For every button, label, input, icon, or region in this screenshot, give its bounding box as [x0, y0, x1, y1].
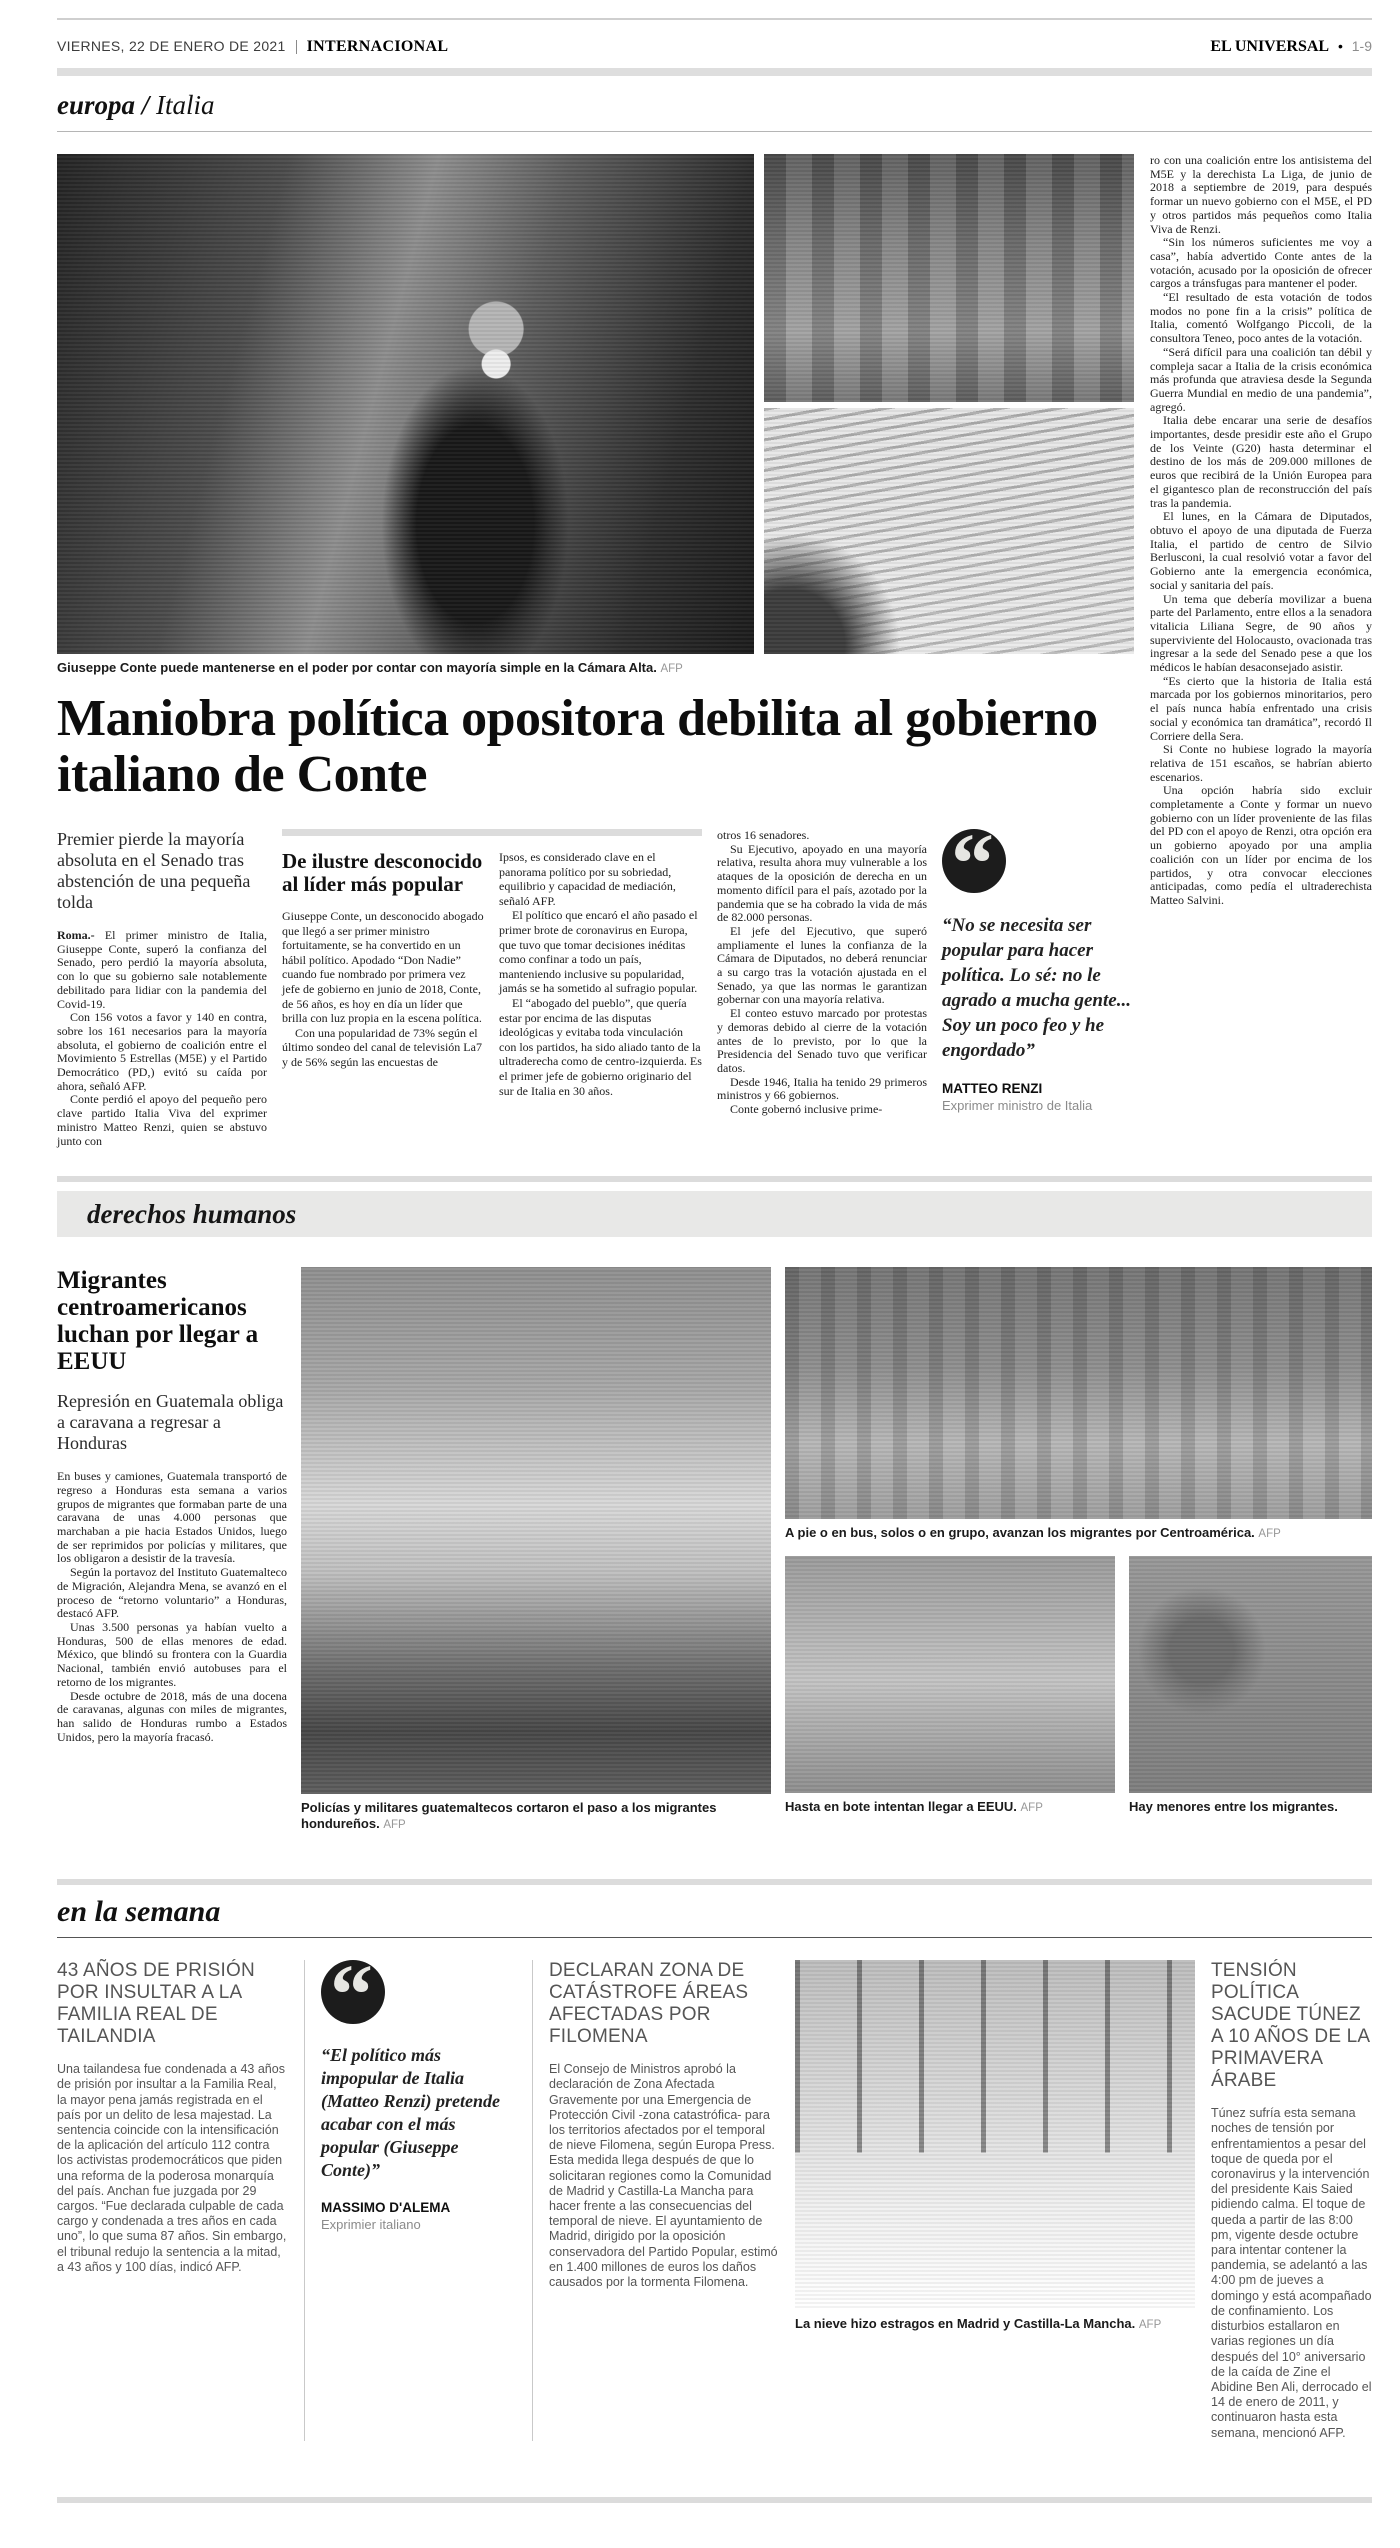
paragraph: Giuseppe Conte, un desconocido abogado que llegó a ser primer ministro fortuitamente, se ha convertido en un hábil político. Apodado “Don Nadie” cuando fue nombrado por primera vez jefe de gobierno en junio de 2018, Conte, de 56 años, es hoy en día un líder que brilla con luz propia en la escena política.	[282, 909, 484, 1026]
dateline: Roma.-	[57, 928, 95, 942]
snow-photo	[795, 1960, 1195, 2310]
section-kicker	[57, 90, 1372, 121]
pull-quote-author: MATTEO RENZI	[942, 1081, 1043, 1096]
profile-box-column-1	[282, 850, 485, 1098]
filomena-body: El Consejo de Ministros aprobó la declaración de Zona Afectada Gravemente por una Emergencia de Protección Civil -zona catastrófica- para los territorios afectados por el temporal de nieve Filomena, según Europa Press. Esta medida llega después de que lo solicitaran regiones como la Comunidad de Madrid y Castilla-La Mancha para hacer frente a las consecuencias del temporal de nieve. El ayuntamiento de Madrid, dirigido por la oposición conservadora del Partido Popular, estimó en 1.400 millones de euros los daños causados por la tormenta Filomena.	[549, 2062, 778, 2290]
photo-credit: AFP	[1020, 1802, 1043, 1815]
paragraph: “Es cierto que la historia de Italia está marcada por los gobiernos minoritarios, pero el país nunca había enfrentado una crisis social y económica tan dramática”, recordó Il Corriere della Sera.	[1150, 673, 1372, 743]
police-photo-block	[301, 1267, 771, 1833]
paragraph: Unas 3.500 personas ya habían vuelto a Honduras, 500 de ellas menores de edad. México, que blindó su frontera con la Guardia Nacional, también envió autobuses para el retorno de los migrantes.	[57, 1619, 287, 1689]
migrants-section	[57, 1267, 1372, 1833]
thailand-body: Una tailandesa fue condenada a 43 años de prisión por insultar a la Familia Real, la mayor pena jamás registrada en el país por un delito de lesa majestad. La sentencia coincide con la intensificación de la aplicación del artículo 112 contra los activistas prodemocráticos que piden una reforma de la poderosa monarquía del país. Anchan fue juzgada por 29 cargos. “Fue declarada culpable de cada cargo y condenada a tres años en cada uno”, lo que suma 87 años. Sin embargo, el tribunal redujo la sentencia a la mitad, a 43 años y 100 días, indicó AFP.	[57, 2062, 287, 2274]
masthead-separator: •	[1337, 38, 1343, 54]
filomena-column	[533, 1960, 779, 2440]
kicker-rule	[57, 131, 1372, 132]
lead-story-main	[57, 154, 1134, 1148]
profile-box-band	[282, 829, 702, 836]
masthead-divider	[296, 40, 297, 54]
pull-quote-role: Exprimer ministro de Italia	[942, 1098, 1093, 1113]
caption-text: Giuseppe Conte puede mantenerse en el poder por contar con mayoría simple en la Cámara Alta.	[57, 660, 657, 675]
paragraph: Con una popularidad de 73% según el último sondeo del canal de televisión La7 y de 56% según las encuestas de	[282, 1025, 482, 1069]
week-quote-column	[305, 1960, 533, 2440]
headline: Maniobra política opositora debilita al gobierno italiano de Conte	[57, 690, 1098, 803]
caption-text: La nieve hizo estragos en Madrid y Castilla-La Mancha.	[795, 2316, 1136, 2332]
pull-quote-text: “No se necesita ser popular para hacer política. Lo sé: no le agrado a mucha gente... Soy un poco feo y he engordado”	[942, 915, 1131, 1061]
profile-box-title: De ilustre desconocido al líder más popular	[282, 849, 483, 896]
paragraph: El lunes, en la Cámara de Diputados, obtuvo el apoyo de una diputada de Fuerza Italia, el partido de centro de Silvio Berlusconi, la cual resolvió votar a favor del Gobierno ante la emergencia económica, social y sanitaria del país.	[1150, 509, 1372, 592]
lead-story	[57, 154, 1372, 1148]
quote-mark: “	[330, 1960, 373, 2025]
profile-box-text-1	[282, 909, 485, 1070]
lead-paragraph	[57, 929, 267, 1011]
paragraph: “Sin los números suficientes me voy a casa”, había advertido Conte antes de la votación, acusado por la oposición de ofrecer cargos a tránsfugas para mantener el poder.	[1150, 235, 1372, 291]
snow-photo-block	[795, 1960, 1195, 2440]
top-rule	[57, 18, 1372, 20]
police-caption	[301, 1800, 771, 1833]
paragraph: El conteo estuvo marcado por protestas y demoras debido al cierre de la votación antes de lo previsto, por lo que la Presidencia del Senado tuvo que verificar datos.	[717, 1006, 927, 1075]
paragraph: “Será difícil para una coalición tan débil y compleja sacar a Italia de la crisis económica más profunda que atraviesa desde la Segunda Guerra Mundial en medio de una pandemia”, agregó.	[1150, 344, 1372, 414]
paragraph: Desde 1946, Italia ha tenido 29 primeros ministros y 66 gobiernos.	[717, 1074, 927, 1103]
article-columns	[57, 829, 1134, 1148]
week-banner-rule	[57, 1937, 1372, 1938]
photo-credit: AFP	[1138, 2319, 1162, 2332]
caption-text: Hasta en bote intentan llegar a EEUU.	[785, 1799, 1017, 1815]
right-column	[1150, 154, 1372, 1148]
migrants-body	[57, 1470, 287, 1744]
paragraph: El “abogado del pueblo”, que quería estar por encima de las disputas ideológicas y evitaba toda vinculación con los partidos, ha sido aliado tanto de la ultraderecha como de centro-izquierda. Es el primer jefe de gobierno originario del sur de Italia en 30 años.	[499, 995, 702, 1098]
masthead-brand: EL UNIVERSAL	[1210, 38, 1330, 55]
week-top-rule	[57, 1879, 1372, 1885]
paragraph: Conte gobernó inclusive prime-	[730, 1102, 883, 1117]
boat-photo	[785, 1556, 1115, 1793]
migrants-subhead: Represión en Guatemala obliga a caravana a regresar a Honduras	[57, 1391, 284, 1454]
column-1-text	[57, 929, 267, 1148]
paragraph: Desde octubre de 2018, más de una docena de caravanas, algunas con miles de migrantes, han salido de Honduras rumbo a Estados Unidos, pero la mayoría fracasó.	[57, 1688, 287, 1744]
paragraph: otros 16 senadores.	[717, 828, 810, 842]
paragraph: Con 156 votos a favor y 140 en contra, sobre los 161 necesarios para la mayoría absoluta, el gobierno de coalición entre el Movimiento 5 Estrellas (M5E) y el Partido Democrático (PD,) evitó su caída por ahora, señaló AFP.	[57, 1010, 267, 1093]
children-photo-block	[1129, 1556, 1372, 1816]
week-section	[57, 1960, 1372, 2440]
tunisia-title: TENSIÓN POLÍTICA SACUDE TÚNEZ A 10 AÑOS DE LA PRIMAVERA ÁRABE	[1211, 1960, 1370, 2092]
subhead: Premier pierde la mayoría absoluta en el Senado tras abstención de una pequeña tolda	[57, 829, 251, 912]
paragraph: En buses y camiones, Guatemala transportó de regreso a Honduras esta semana a varios grupos de migrantes que formaban parte de una caravana de unas 4.000 personas que marchaban a pie hacia Estados Unidos, luego de ser reprimidos por policías y militares, que los obligaron a desistir de la travesía.	[57, 1469, 287, 1566]
week-quote-author: MASSIMO D'ALEMA	[321, 2200, 451, 2216]
bottom-rule	[57, 2497, 1372, 2503]
article-column-4	[717, 829, 927, 1148]
pull-quote	[942, 829, 1134, 1148]
masthead-section: INTERNACIONAL	[306, 38, 449, 55]
kicker-section: europa /	[57, 90, 150, 120]
masthead-left	[57, 38, 448, 56]
boat-photo-block	[785, 1556, 1115, 1816]
boat-caption	[785, 1799, 1115, 1816]
paragraph: Ipsos, es considerado clave en el panorama político por su sobriedad, equilibrio y capacidad de mediación, señaló AFP.	[499, 850, 676, 908]
conte-photo	[57, 154, 754, 654]
masthead	[57, 38, 1372, 56]
paragraph: Italia debe encarar una serie de desafíos importantes, desde presidir este año el Grupo de los Veinte (G20) hasta determinar el destino de los más de 209.000 millones de euros que recibirá de la Unión Europea para el gigantesco plan de reconstrucción del país tras la pandemia.	[1150, 413, 1372, 510]
police-photo	[301, 1267, 771, 1794]
photo-credit: AFP	[660, 663, 683, 675]
paragraph: Una opción habría sido excluir completamente a Conte y formar un nuevo gobierno con un líder proveniente de las filas del PD con el apoyo de Renzi, otra opción era un gobierno apoyado por una amplia coalición con un líder por encima de los partidos, y otra convocar elecciones anticipadas, como pedía el ultraderechista Matteo Salvini.	[1150, 783, 1372, 907]
rights-banner-title: derechos humanos	[87, 1198, 297, 1229]
profile-box-column-2	[499, 850, 702, 1098]
photo-credit: AFP	[1258, 1528, 1281, 1541]
walk-caption	[785, 1525, 1372, 1542]
week-quote-text: “El político más impopular de Italia (Matteo Renzi) pretende acabar con el más popular (Giuseppe Conte)”	[321, 2045, 500, 2181]
migrants-right-photos	[785, 1267, 1372, 1833]
quote-icon	[942, 829, 1006, 893]
profile-box-columns	[282, 850, 702, 1098]
paragraph: Si Conte no hubiese logrado la mayoría relativa de 151 escaños, se habrían abierto escenarios.	[1150, 742, 1372, 784]
caption-text: Policías y militares guatemaltecos cortaron el paso a los migrantes hondureños.	[301, 1800, 717, 1832]
lead-paragraph-text: El primer ministro de Italia, Giuseppe Conte, superó la confianza del Senado, pero perdió la mayoría absoluta, con lo que su gobierno sale notablemente debilitado para lidiar con la pandemia del Covid-19.	[57, 928, 267, 1011]
paragraph: Conte perdió el apoyo del pequeño pero clave partido Italia Viva del exprimer ministro Matteo Renzi, quien se abstuvo junto con	[57, 1092, 267, 1148]
paragraph: El político que encaró el año pasado el primer brote de coronavirus en Europa, que tuvo que tomar decisiones inéditas como confinar a todo un país, manteniendo inclusive su popularidad, jamás se ha sometido al sufragio popular.	[499, 908, 698, 996]
migrants-title: Migrantes centroamericanos luchan por llegar a EEUU	[57, 1267, 259, 1376]
caption-text: Hay menores entre los migrantes.	[1129, 1799, 1338, 1815]
lead-photo-caption	[57, 660, 1134, 677]
week-banner	[57, 1895, 1372, 1929]
masthead-right	[1210, 38, 1372, 56]
children-photo	[1129, 1556, 1372, 1793]
section-rule	[57, 1176, 1372, 1182]
paragraph: Según la portavoz del Instituto Guatemalteco de Migración, Alejandra Mena, se avanzó en el proceso de “retorno voluntario” a Honduras, destacó AFP.	[57, 1565, 287, 1621]
officials-photo	[764, 154, 1134, 402]
masthead-page-number: 1-9	[1351, 38, 1372, 54]
paragraph: “El resultado de esta votación de todos modos no pone fin a la crisis” política de Italia, comentó Wolfgango Piccoli, de la consultora Teneo, poco antes de la votación.	[1150, 290, 1372, 346]
paragraph: Un tema que debería movilizar a buena parte del Parlamento, entre ellos a la senadora vitalicia Liliana Segre, de 90 años y superviviente del Holocausto, ovacionada tras ingresar a la sede del Senado pese a que los médicos le habían desaconsejado asistir.	[1150, 591, 1372, 675]
paragraph: El jefe del Ejecutivo, que superó ampliamente el lunes la confianza de la Cámara de Diputados, no deberá renunciar a su cargo tras la votación ajustada en el Senado, ya que las normas le garantizan gobernar con una mayoría relativa.	[717, 923, 927, 1007]
migrants-text-column	[57, 1267, 287, 1833]
tunisia-column	[1211, 1960, 1372, 2440]
children-caption	[1129, 1799, 1372, 1815]
tunisia-body: Túnez sufría esta semana noches de tensión por enfrentamientos a pesar del toque de queda por el coronavirus y la intervención del presidente Kais Saied pidiendo calma. El toque de queda a partir de las 8:00 pm, vigente desde octubre para intentar contener la pandemia, se adelantó a las 4:00 pm de jueves a domingo y está acompañado de confinamiento. Los disturbios estallaron en varias regiones un día después del 10° aniversario de la caída de Zine el Abidine Ben Ali, derrocado el 14 de enero de 2011, y continuaron hasta esta semana, mencionó AFP.	[1211, 2106, 1372, 2440]
profile-box	[282, 829, 702, 1148]
paragraph: ro con una coalición entre los antisistema del M5E y la derechista La Liga, de junio de 2018 a septiembre de 2019, para después formar un nuevo gobierno con el M5E, el PD y otros partidos más pequeños como Italia Viva de Renzi.	[1150, 153, 1372, 236]
paragraph: Su Ejecutivo, apoyado en una mayoría relativa, resulta ahora muy vulnerable a los ataques de la oposición de derecha en un momento difícil para el país, azotado por la pandemia que se ha cobrado la vida de más de 82.000 personas.	[717, 841, 927, 925]
kicker-topic: Italia	[156, 90, 215, 120]
photo-credit: AFP	[383, 1819, 406, 1832]
lead-photo-row	[57, 154, 1134, 654]
week-quote-role: Exprimier italiano	[321, 2217, 421, 2233]
migrants-bottom-row	[785, 1556, 1372, 1816]
rights-banner	[57, 1191, 1372, 1237]
caption-text: A pie o en bus, solos o en grupo, avanzan los migrantes por Centroamérica.	[785, 1525, 1255, 1541]
parliament-photo	[764, 408, 1134, 654]
quote-icon	[321, 1960, 385, 2024]
article-column-1	[57, 829, 267, 1148]
quote-mark: “	[951, 829, 994, 893]
thailand-column	[57, 1960, 305, 2440]
thailand-title: 43 AÑOS DE PRISIÓN POR INSULTAR A LA FAMILIA REAL DE TAILANDIA	[57, 1960, 255, 2048]
snow-caption	[795, 2316, 1195, 2333]
masthead-band	[57, 68, 1372, 76]
masthead-date: VIERNES, 22 DE ENERO DE 2021	[57, 38, 286, 54]
photo-stack	[764, 154, 1134, 654]
week-banner-title: en la semana	[57, 1895, 221, 1929]
walk-photo	[785, 1267, 1372, 1519]
filomena-title: DECLARAN ZONA DE CATÁSTROFE ÁREAS AFECTADAS POR FILOMENA	[549, 1960, 749, 2048]
